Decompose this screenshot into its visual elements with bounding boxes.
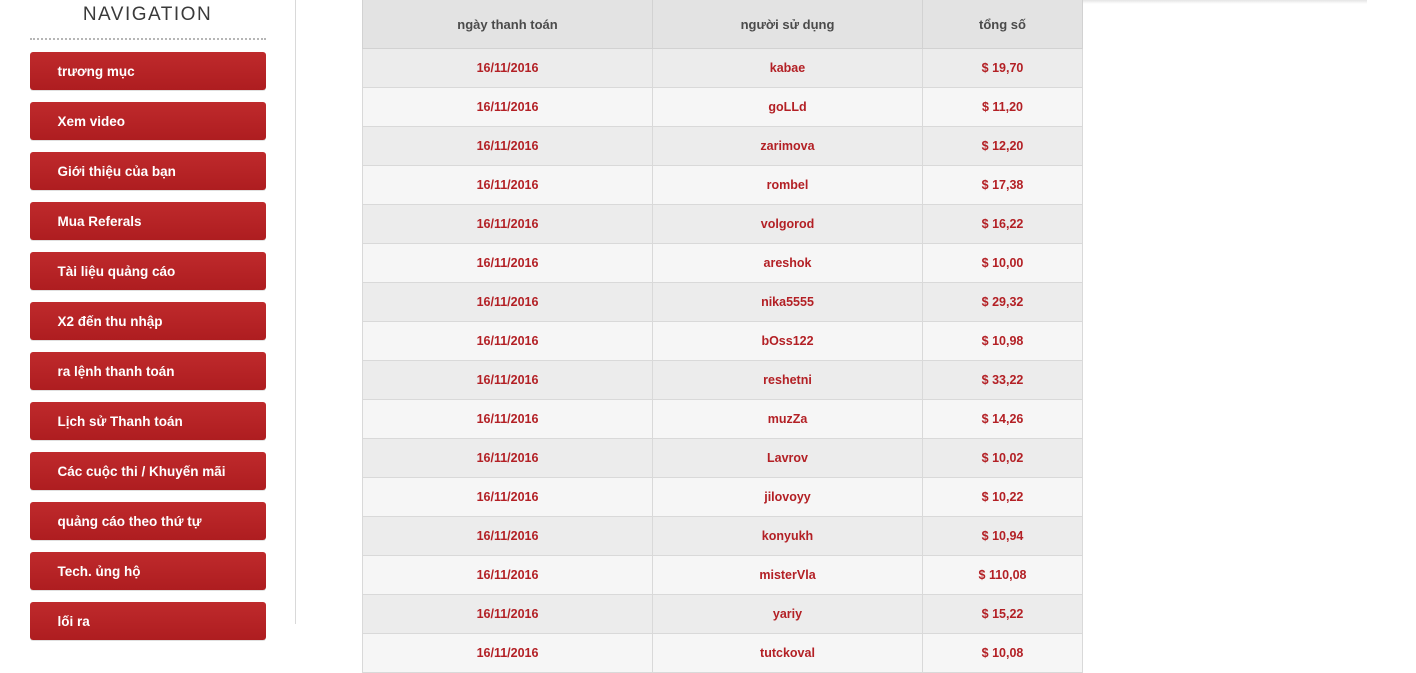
sidebar-item-6[interactable] [30, 352, 266, 390]
cell-date: 16/11/2016 [363, 88, 653, 127]
cell-user: kabae [653, 49, 923, 88]
table-row [363, 595, 1083, 634]
table-row [363, 88, 1083, 127]
cell-date: 16/11/2016 [363, 244, 653, 283]
sidebar-item-label: trương mục [57, 63, 135, 79]
sidebar-item-label: Mua Referals [57, 213, 142, 229]
cell-amount: $ 33,22 [923, 361, 1083, 400]
table-header-row [363, 0, 1083, 49]
column-header-date: ngày thanh toán [363, 0, 653, 49]
cell-user: tutckoval [653, 634, 923, 673]
cell-user: misterVla [653, 556, 923, 595]
sidebar-divider [30, 38, 266, 40]
main-content [297, 0, 1219, 660]
table-row [363, 244, 1083, 283]
table-header [363, 0, 1083, 49]
table-row [363, 205, 1083, 244]
sidebar-item-11[interactable] [30, 602, 266, 640]
cell-date: 16/11/2016 [363, 361, 653, 400]
cell-user: konyukh [653, 517, 923, 556]
sidebar-item-1[interactable] [30, 102, 266, 140]
cell-amount: $ 10,94 [923, 517, 1083, 556]
cell-user: bOss122 [653, 322, 923, 361]
table-row [363, 634, 1083, 673]
cell-date: 16/11/2016 [363, 517, 653, 556]
cell-amount: $ 19,70 [923, 49, 1083, 88]
sidebar-item-label: lối ra [57, 613, 90, 629]
cell-amount: $ 11,20 [923, 88, 1083, 127]
cell-amount: $ 17,38 [923, 166, 1083, 205]
sidebar-item-label: quảng cáo theo thứ tự [57, 513, 202, 529]
sidebar-item-5[interactable] [30, 302, 266, 340]
payout-history-table [362, 0, 1083, 673]
table-row [363, 556, 1083, 595]
cell-amount: $ 12,20 [923, 127, 1083, 166]
sidebar-menu [0, 52, 295, 640]
table-row [363, 322, 1083, 361]
cell-amount: $ 10,08 [923, 634, 1083, 673]
sidebar-item-label: Các cuộc thi / Khuyến mãi [57, 463, 226, 479]
cell-amount: $ 16,22 [923, 205, 1083, 244]
cell-amount: $ 110,08 [923, 556, 1083, 595]
cell-date: 16/11/2016 [363, 634, 653, 673]
cell-user: Lavrov [653, 439, 923, 478]
cell-user: zarimova [653, 127, 923, 166]
sidebar-item-label: X2 đến thu nhập [57, 313, 163, 329]
table-row [363, 439, 1083, 478]
sidebar-item-label: Tài liệu quảng cáo [57, 263, 176, 279]
cell-user: areshok [653, 244, 923, 283]
table-row [363, 478, 1083, 517]
sidebar [0, 0, 296, 629]
cell-amount: $ 10,02 [923, 439, 1083, 478]
table-row [363, 49, 1083, 88]
cell-date: 16/11/2016 [363, 556, 653, 595]
cell-date: 16/11/2016 [363, 439, 653, 478]
sidebar-item-label: Lịch sử Thanh toán [57, 413, 183, 429]
table-row [363, 517, 1083, 556]
sidebar-item-label: ra lệnh thanh toán [57, 363, 175, 379]
content-inner [336, 0, 1416, 673]
column-header-amount: tổng số [923, 0, 1083, 49]
cell-date: 16/11/2016 [363, 478, 653, 517]
cell-user: rombel [653, 166, 923, 205]
cell-amount: $ 14,26 [923, 400, 1083, 439]
cell-date: 16/11/2016 [363, 322, 653, 361]
cell-user: nika5555 [653, 283, 923, 322]
cell-user: jilovoyy [653, 478, 923, 517]
cell-user: yariy [653, 595, 923, 634]
sidebar-item-2[interactable] [30, 152, 266, 190]
sidebar-item-8[interactable] [30, 452, 266, 490]
cell-user: muzZa [653, 400, 923, 439]
sidebar-item-9[interactable] [30, 502, 266, 540]
cell-date: 16/11/2016 [363, 595, 653, 634]
cell-date: 16/11/2016 [363, 400, 653, 439]
sidebar-item-label: Xem video [57, 113, 126, 129]
cell-amount: $ 29,32 [923, 283, 1083, 322]
column-header-user: người sử dụng [653, 0, 923, 49]
sidebar-item-label: Tech. ủng hộ [57, 563, 141, 579]
cell-date: 16/11/2016 [363, 205, 653, 244]
cell-date: 16/11/2016 [363, 166, 653, 205]
sidebar-item-7[interactable] [30, 402, 266, 440]
sidebar-item-10[interactable] [30, 552, 266, 590]
cell-user: goLLd [653, 88, 923, 127]
sidebar-item-0[interactable] [30, 52, 266, 90]
cell-amount: $ 15,22 [923, 595, 1083, 634]
sidebar-title: NAVIGATION [82, 4, 213, 25]
cell-amount: $ 10,98 [923, 322, 1083, 361]
table-row [363, 127, 1083, 166]
cell-user: reshetni [653, 361, 923, 400]
cell-date: 16/11/2016 [363, 283, 653, 322]
table-row [363, 283, 1083, 322]
table-row [363, 361, 1083, 400]
cell-amount: $ 10,22 [923, 478, 1083, 517]
cell-amount: $ 10,00 [923, 244, 1083, 283]
table-row [363, 166, 1083, 205]
cell-user: volgorod [653, 205, 923, 244]
table-row [363, 400, 1083, 439]
cell-date: 16/11/2016 [363, 49, 653, 88]
sidebar-item-4[interactable] [30, 252, 266, 290]
sidebar-item-label: Giới thiệu của bạn [57, 163, 176, 179]
cell-date: 16/11/2016 [363, 127, 653, 166]
table-body [363, 49, 1083, 673]
sidebar-item-3[interactable] [30, 202, 266, 240]
